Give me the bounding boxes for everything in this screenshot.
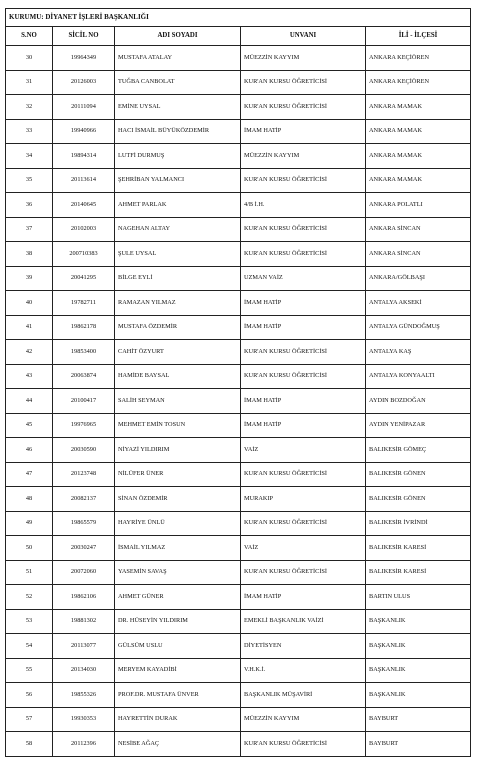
cell-ili-ilcesi: ANKARA KEÇİÖREN bbox=[366, 46, 471, 71]
cell-ili-ilcesi: ANKARA MAMAK bbox=[366, 144, 471, 169]
table-row bbox=[6, 585, 471, 610]
cell-adi-soyadi: ŞULE UYSAL bbox=[115, 242, 241, 267]
cell-adi-soyadi: CAHİT ÖZYURT bbox=[115, 340, 241, 365]
cell-sno: 45 bbox=[6, 413, 53, 438]
table-row bbox=[6, 609, 471, 634]
cell-sicil-no: 19855326 bbox=[53, 683, 115, 708]
cell-ili-ilcesi: BALIKESİR İVRİNDİ bbox=[366, 511, 471, 536]
cell-sicil-no: 20072060 bbox=[53, 560, 115, 585]
table-row bbox=[6, 364, 471, 389]
cell-sno: 32 bbox=[6, 95, 53, 120]
cell-adi-soyadi: SALİH SEYMAN bbox=[115, 389, 241, 414]
cell-unvani: 4/B İ.H. bbox=[241, 193, 366, 218]
cell-ili-ilcesi: ANKARA SİNCAN bbox=[366, 217, 471, 242]
cell-sno: 54 bbox=[6, 634, 53, 659]
table-row bbox=[6, 413, 471, 438]
cell-unvani: MÜEZZİN KAYYIM bbox=[241, 144, 366, 169]
cell-adi-soyadi: HAYRİYE ÜNLÜ bbox=[115, 511, 241, 536]
cell-ili-ilcesi: ANKARA MAMAK bbox=[366, 119, 471, 144]
cell-unvani: KUR'AN KURSU ÖĞRETİCİSİ bbox=[241, 732, 366, 757]
cell-adi-soyadi: ŞEHRİBAN YALMANCI bbox=[115, 168, 241, 193]
cell-sno: 56 bbox=[6, 683, 53, 708]
cell-sicil-no: 200710383 bbox=[53, 242, 115, 267]
cell-unvani: MÜEZZİN KAYYIM bbox=[241, 707, 366, 732]
cell-sno: 31 bbox=[6, 70, 53, 95]
cell-sicil-no: 20112396 bbox=[53, 732, 115, 757]
table-row bbox=[6, 732, 471, 757]
cell-sicil-no: 20100417 bbox=[53, 389, 115, 414]
table-row bbox=[6, 266, 471, 291]
table-row bbox=[6, 340, 471, 365]
cell-ili-ilcesi: ANKARA POLATLI bbox=[366, 193, 471, 218]
cell-sno: 33 bbox=[6, 119, 53, 144]
cell-adi-soyadi: HAYRETTİN DURAK bbox=[115, 707, 241, 732]
cell-sicil-no: 20082137 bbox=[53, 487, 115, 512]
cell-sno: 38 bbox=[6, 242, 53, 267]
cell-sno: 36 bbox=[6, 193, 53, 218]
cell-ili-ilcesi: ANTALYA GÜNDOĞMUŞ bbox=[366, 315, 471, 340]
cell-ili-ilcesi: ANKARA KEÇİÖREN bbox=[366, 70, 471, 95]
cell-sno: 48 bbox=[6, 487, 53, 512]
cell-sicil-no: 20030590 bbox=[53, 438, 115, 463]
institution-row bbox=[6, 9, 471, 27]
table-row bbox=[6, 511, 471, 536]
table-row bbox=[6, 658, 471, 683]
cell-unvani: İMAM HATİP bbox=[241, 585, 366, 610]
cell-sno: 49 bbox=[6, 511, 53, 536]
table-row bbox=[6, 707, 471, 732]
cell-adi-soyadi: PROF.DR. MUSTAFA ÜNVER bbox=[115, 683, 241, 708]
cell-ili-ilcesi: BALIKESİR GÖMEÇ bbox=[366, 438, 471, 463]
cell-sicil-no: 20041295 bbox=[53, 266, 115, 291]
cell-unvani: DİYETİSYEN bbox=[241, 634, 366, 659]
cell-adi-soyadi: MEHMET EMİN TOSUN bbox=[115, 413, 241, 438]
cell-sno: 30 bbox=[6, 46, 53, 71]
cell-sicil-no: 19940966 bbox=[53, 119, 115, 144]
cell-unvani: KUR'AN KURSU ÖĞRETİCİSİ bbox=[241, 364, 366, 389]
cell-unvani: MÜEZZİN KAYYIM bbox=[241, 46, 366, 71]
cell-sno: 53 bbox=[6, 609, 53, 634]
cell-adi-soyadi: HAMİDE BAYSAL bbox=[115, 364, 241, 389]
cell-unvani: İMAM HATİP bbox=[241, 291, 366, 316]
cell-sicil-no: 20113614 bbox=[53, 168, 115, 193]
cell-sno: 42 bbox=[6, 340, 53, 365]
cell-adi-soyadi: NİLÜFER ÜNER bbox=[115, 462, 241, 487]
table-row bbox=[6, 95, 471, 120]
cell-adi-soyadi: AHMET GÜNER bbox=[115, 585, 241, 610]
cell-sicil-no: 19964349 bbox=[53, 46, 115, 71]
cell-sicil-no: 19894314 bbox=[53, 144, 115, 169]
cell-sno: 40 bbox=[6, 291, 53, 316]
cell-sicil-no: 19976965 bbox=[53, 413, 115, 438]
cell-sicil-no: 19865579 bbox=[53, 511, 115, 536]
cell-sicil-no: 19782711 bbox=[53, 291, 115, 316]
table-row bbox=[6, 487, 471, 512]
cell-sicil-no: 19930353 bbox=[53, 707, 115, 732]
cell-ili-ilcesi: ANKARA SİNCAN bbox=[366, 242, 471, 267]
cell-sicil-no: 20123748 bbox=[53, 462, 115, 487]
cell-ili-ilcesi: BALIKESİR GÖNEN bbox=[366, 487, 471, 512]
cell-sicil-no: 19853400 bbox=[53, 340, 115, 365]
cell-unvani: UZMAN VAİZ bbox=[241, 266, 366, 291]
cell-sno: 41 bbox=[6, 315, 53, 340]
cell-unvani: İMAM HATİP bbox=[241, 119, 366, 144]
cell-adi-soyadi: GÜLSÜM USLU bbox=[115, 634, 241, 659]
cell-sno: 57 bbox=[6, 707, 53, 732]
cell-unvani: KUR'AN KURSU ÖĞRETİCİSİ bbox=[241, 462, 366, 487]
cell-ili-ilcesi: BALIKESİR GÖNEN bbox=[366, 462, 471, 487]
cell-ili-ilcesi: BALIKESİR KARESİ bbox=[366, 536, 471, 561]
cell-sicil-no: 19862106 bbox=[53, 585, 115, 610]
cell-unvani: KUR'AN KURSU ÖĞRETİCİSİ bbox=[241, 560, 366, 585]
header-adi-soyadi: ADI SOYADI bbox=[115, 27, 241, 46]
cell-adi-soyadi: SİNAN ÖZDEMİR bbox=[115, 487, 241, 512]
cell-sno: 52 bbox=[6, 585, 53, 610]
table-row bbox=[6, 217, 471, 242]
cell-sno: 55 bbox=[6, 658, 53, 683]
cell-sno: 43 bbox=[6, 364, 53, 389]
cell-unvani: KUR'AN KURSU ÖĞRETİCİSİ bbox=[241, 511, 366, 536]
cell-sicil-no: 20113077 bbox=[53, 634, 115, 659]
cell-ili-ilcesi: ANKARA/GÖLBAŞI bbox=[366, 266, 471, 291]
table-row bbox=[6, 683, 471, 708]
cell-sno: 44 bbox=[6, 389, 53, 414]
cell-adi-soyadi: İSMAİL YILMAZ bbox=[115, 536, 241, 561]
header-sicil-no: SİCİL NO bbox=[53, 27, 115, 46]
cell-sicil-no: 19862178 bbox=[53, 315, 115, 340]
table-row bbox=[6, 536, 471, 561]
table-row bbox=[6, 46, 471, 71]
cell-ili-ilcesi: BAŞKANLIK bbox=[366, 634, 471, 659]
cell-ili-ilcesi: BAYBURT bbox=[366, 707, 471, 732]
table-row bbox=[6, 70, 471, 95]
table-row bbox=[6, 144, 471, 169]
cell-adi-soyadi: NİYAZİ YILDIRIM bbox=[115, 438, 241, 463]
institution-title: KURUMU: DİYANET İŞLERİ BAŞKANLIĞI bbox=[6, 9, 471, 27]
table-row bbox=[6, 168, 471, 193]
cell-ili-ilcesi: BAŞKANLIK bbox=[366, 609, 471, 634]
cell-sno: 35 bbox=[6, 168, 53, 193]
cell-sno: 39 bbox=[6, 266, 53, 291]
cell-ili-ilcesi: ANTALYA KONYAALTI bbox=[366, 364, 471, 389]
cell-adi-soyadi: AHMET PARLAK bbox=[115, 193, 241, 218]
cell-adi-soyadi: EMİNE UYSAL bbox=[115, 95, 241, 120]
cell-sicil-no: 20030247 bbox=[53, 536, 115, 561]
cell-ili-ilcesi: BAŞKANLIK bbox=[366, 658, 471, 683]
cell-unvani: İMAM HATİP bbox=[241, 413, 366, 438]
cell-unvani: İMAM HATİP bbox=[241, 389, 366, 414]
cell-unvani: MURAKIP bbox=[241, 487, 366, 512]
cell-ili-ilcesi: ANKARA MAMAK bbox=[366, 168, 471, 193]
header-ili-ilcesi: İLİ - İLÇESİ bbox=[366, 27, 471, 46]
cell-sicil-no: 20111094 bbox=[53, 95, 115, 120]
cell-unvani: VAİZ bbox=[241, 536, 366, 561]
cell-unvani: EMEKLİ BAŞKANLIK VAİZİ bbox=[241, 609, 366, 634]
cell-ili-ilcesi: AYDIN BOZDOĞAN bbox=[366, 389, 471, 414]
table-row bbox=[6, 291, 471, 316]
cell-adi-soyadi: DR. HÜSEYİN YILDIRIM bbox=[115, 609, 241, 634]
cell-adi-soyadi: LUTFİ DURMUŞ bbox=[115, 144, 241, 169]
cell-unvani: BAŞKANLIK MÜŞAVİRİ bbox=[241, 683, 366, 708]
cell-adi-soyadi: NESİBE AĞAÇ bbox=[115, 732, 241, 757]
cell-unvani: KUR'AN KURSU ÖĞRETİCİSİ bbox=[241, 217, 366, 242]
cell-sno: 46 bbox=[6, 438, 53, 463]
cell-sicil-no: 20126003 bbox=[53, 70, 115, 95]
cell-unvani: KUR'AN KURSU ÖĞRETİCİSİ bbox=[241, 70, 366, 95]
cell-adi-soyadi: HACI İSMAİL BÜYÜKÖZDEMİR bbox=[115, 119, 241, 144]
cell-adi-soyadi: MUSTAFA ATALAY bbox=[115, 46, 241, 71]
cell-sicil-no: 20134030 bbox=[53, 658, 115, 683]
cell-adi-soyadi: YASEMİN SAVAŞ bbox=[115, 560, 241, 585]
cell-ili-ilcesi: ANTALYA KAŞ bbox=[366, 340, 471, 365]
table-row bbox=[6, 438, 471, 463]
cell-sicil-no: 19881302 bbox=[53, 609, 115, 634]
cell-sno: 37 bbox=[6, 217, 53, 242]
cell-adi-soyadi: RAMAZAN YILMAZ bbox=[115, 291, 241, 316]
cell-ili-ilcesi: ANTALYA AKSEKİ bbox=[366, 291, 471, 316]
table-row bbox=[6, 634, 471, 659]
cell-sno: 50 bbox=[6, 536, 53, 561]
cell-ili-ilcesi: BARTIN ULUS bbox=[366, 585, 471, 610]
cell-adi-soyadi: BİLGE EYLİ bbox=[115, 266, 241, 291]
cell-ili-ilcesi: BAYBURT bbox=[366, 732, 471, 757]
table-row bbox=[6, 389, 471, 414]
table-row bbox=[6, 560, 471, 585]
cell-sno: 47 bbox=[6, 462, 53, 487]
table-row bbox=[6, 242, 471, 267]
cell-ili-ilcesi: AYDIN YENİPAZAR bbox=[366, 413, 471, 438]
cell-sno: 51 bbox=[6, 560, 53, 585]
table-row bbox=[6, 193, 471, 218]
cell-adi-soyadi: TUĞBA CANBOLAT bbox=[115, 70, 241, 95]
table-row bbox=[6, 119, 471, 144]
header-unvani: UNVANI bbox=[241, 27, 366, 46]
cell-adi-soyadi: MUSTAFA ÖZDEMİR bbox=[115, 315, 241, 340]
cell-sno: 34 bbox=[6, 144, 53, 169]
cell-adi-soyadi: NAGEHAN ALTAY bbox=[115, 217, 241, 242]
cell-sicil-no: 20102003 bbox=[53, 217, 115, 242]
personnel-table bbox=[5, 8, 471, 757]
cell-sno: 58 bbox=[6, 732, 53, 757]
header-row bbox=[6, 27, 471, 46]
header-sno: S.NO bbox=[6, 27, 53, 46]
cell-unvani: KUR'AN KURSU ÖĞRETİCİSİ bbox=[241, 95, 366, 120]
cell-ili-ilcesi: BAŞKANLIK bbox=[366, 683, 471, 708]
cell-unvani: KUR'AN KURSU ÖĞRETİCİSİ bbox=[241, 242, 366, 267]
cell-ili-ilcesi: ANKARA MAMAK bbox=[366, 95, 471, 120]
table-row bbox=[6, 315, 471, 340]
cell-sicil-no: 20063874 bbox=[53, 364, 115, 389]
cell-unvani: KUR'AN KURSU ÖĞRETİCİSİ bbox=[241, 168, 366, 193]
cell-adi-soyadi: MERYEM KAYADİBİ bbox=[115, 658, 241, 683]
cell-unvani: V.H.K.İ. bbox=[241, 658, 366, 683]
cell-sicil-no: 20140645 bbox=[53, 193, 115, 218]
table-row bbox=[6, 462, 471, 487]
cell-unvani: VAİZ bbox=[241, 438, 366, 463]
cell-ili-ilcesi: BALIKESİR KARESİ bbox=[366, 560, 471, 585]
cell-unvani: İMAM HATİP bbox=[241, 315, 366, 340]
cell-unvani: KUR'AN KURSU ÖĞRETİCİSİ bbox=[241, 340, 366, 365]
